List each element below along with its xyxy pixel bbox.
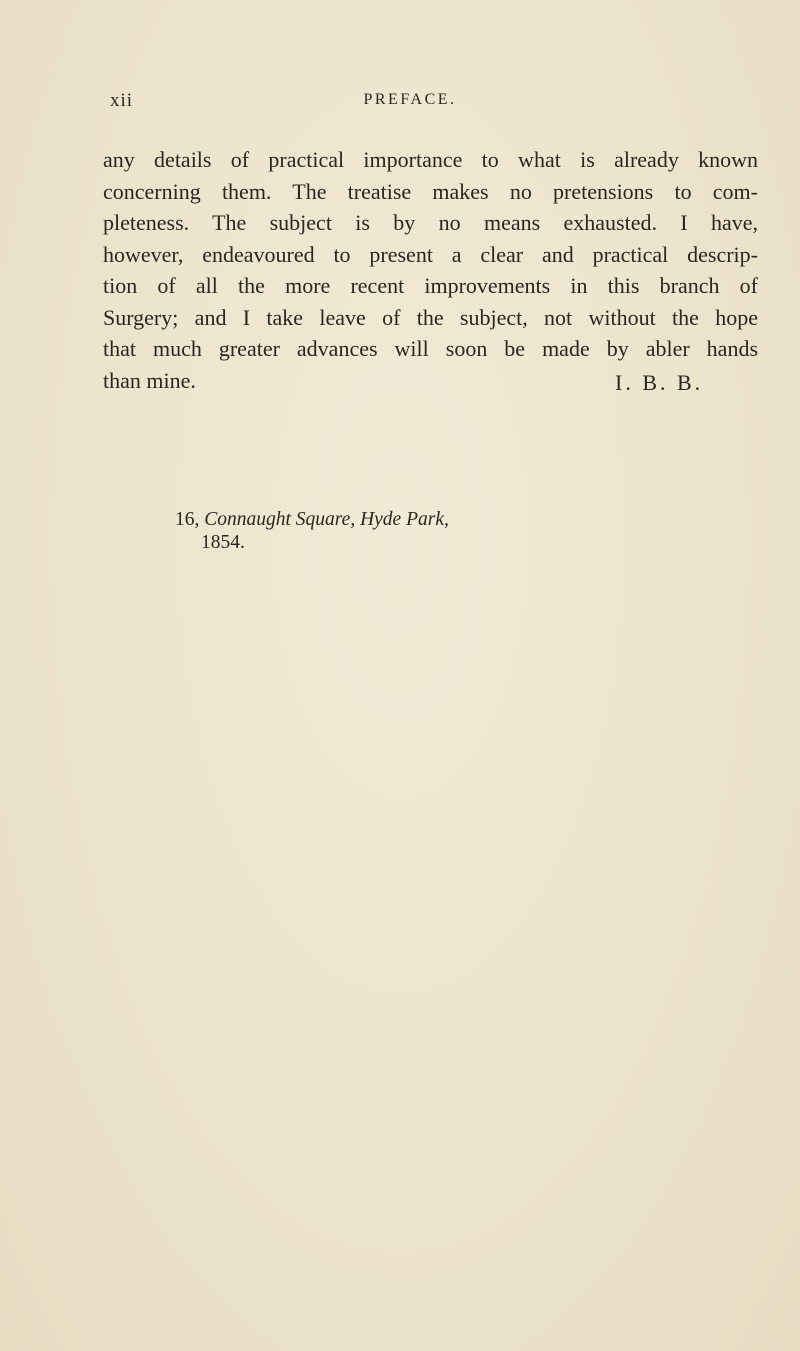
text-line: however, endeavoured to present a clear and practical descrip- [103,241,758,267]
page-number: xii [110,90,134,111]
text-line: than mine. [103,367,196,393]
address-place: Connaught Square, Hyde Park, [204,509,449,530]
text-line: pleteness. The subject is by no means exhausted. I have, [103,210,758,235]
text-line: any details of practical importance to what is already known [103,147,758,172]
body-paragraph [103,144,758,396]
text-line: that much greater advances will soon be made by abler hands [103,336,758,361]
running-head [0,90,800,114]
text-line: tion of all the more recent improvements in this branch of [103,273,758,298]
address-block [175,509,449,531]
text-line: concerning them. The treatise makes no pretensions to com- [103,178,758,204]
address-year: 1854. [201,532,245,553]
address-number: 16, [175,509,200,530]
running-title: PREFACE. [363,91,457,108]
author-initials: I. B. B. [615,370,704,395]
text-line: Surgery; and I take leave of the subject, not without the hope [103,304,758,330]
